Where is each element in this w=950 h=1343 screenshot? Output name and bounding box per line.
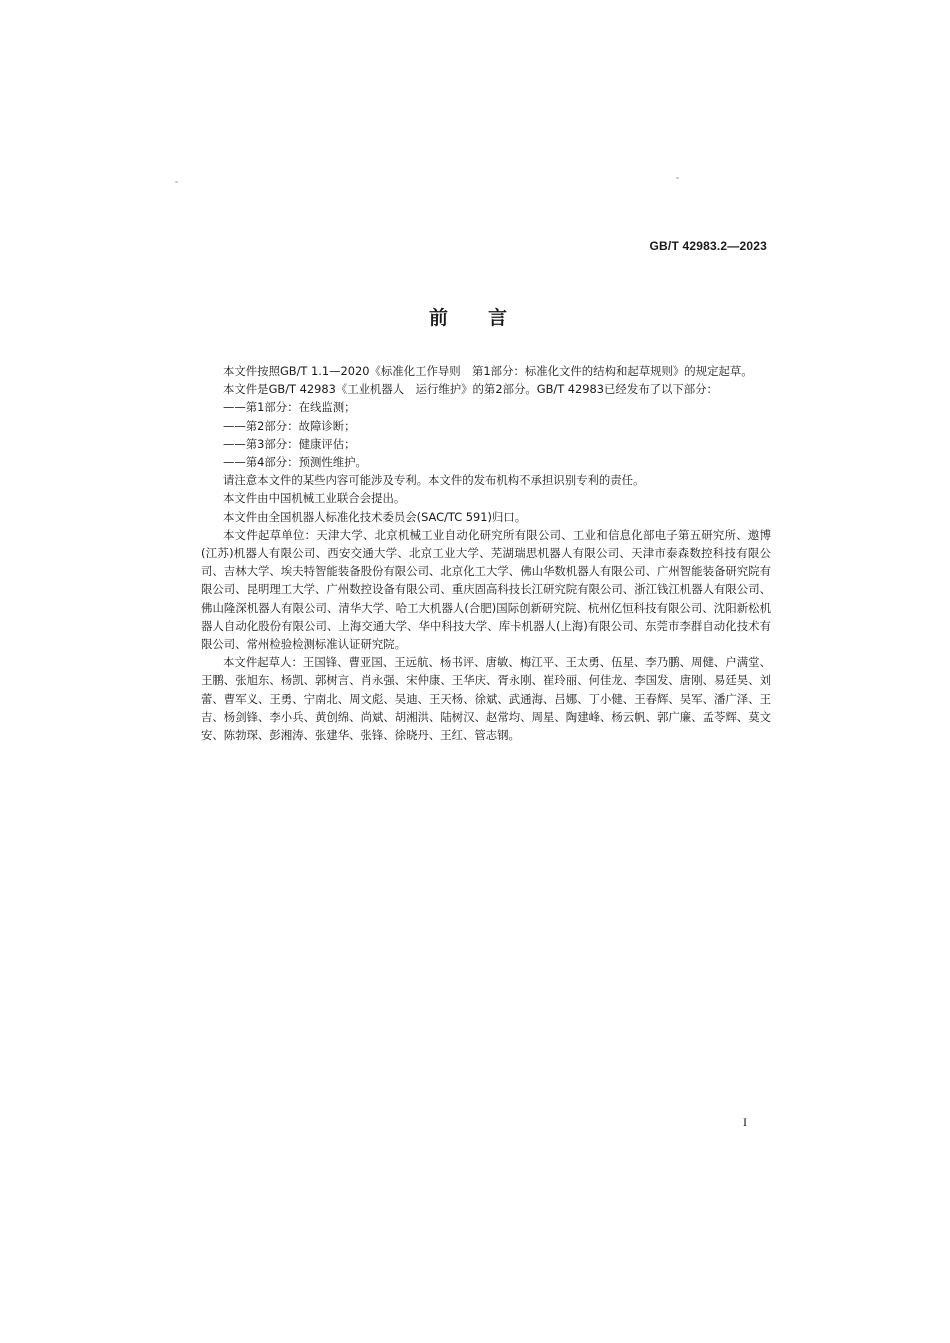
scan-artifact	[175, 181, 178, 183]
page-title: 前言	[428, 307, 547, 329]
scan-artifact	[676, 177, 679, 179]
paragraph-proposer: 本文件由中国机械工业联合会提出。	[223, 491, 406, 506]
foreword-body	[201, 362, 771, 744]
standard-code: GB/T 42983.2—2023	[649, 239, 767, 253]
list-item-part: ——第1部分：在线监测；	[223, 400, 356, 415]
paragraph-drafters: 本文件起草人：王国锋、曹亚国、王远航、杨书评、唐敏、梅江平、王太勇、伍星、李乃鹏、周健、户满堂、王鹏、张旭东、杨凯、郭树言、肖永强、宋仲康、王华庆、胥永刚、崔玲丽、何佳龙、李国发、唐刚、易廷昊、刘蕾、曹军义、王勇、宁南北、周文彪、吴迪、王天杨、徐斌、武通海、吕娜、丁小健、王春辉、吴军、潘广泽、王吉、杨剑锋、李小兵、黄创绵、尚斌、胡湘洪、陆树汉、赵常均、周星、陶建峰、杨云帆、郭广廉、孟苓辉、莫文安、陈勃琛、彭湘涛、张建华、张锋、徐晓丹、王红、管志钢。	[201, 655, 771, 743]
list-item-part: ——第4部分：预测性维护。	[223, 455, 367, 470]
paragraph-series-intro: 本文件是GB/T 42983《工业机器人 运行维护》的第2部分。GB/T 42983已经发布了以下部分：	[223, 382, 718, 397]
list-item-part: ——第2部分：故障诊断；	[223, 418, 356, 433]
list-item-part: ——第3部分：健康评估；	[223, 436, 356, 451]
paragraph-patent-notice: 请注意本文件的某些内容可能涉及专利。本文件的发布机构不承担识别专利的责任。	[223, 473, 645, 488]
paragraph-drafting-rules: 本文件按照GB/T 1.1—2020《标准化工作导则 第1部分：标准化文件的结构和起草规则》的规定起草。	[223, 364, 753, 378]
paragraph-drafting-units: 本文件起草单位：天津大学、北京机械工业自动化研究所有限公司、工业和信息化部电子第五研究所、遨博(江苏)机器人有限公司、西安交通大学、北京工业大学、芜湖瑞思机器人有限公司、天津市泰森数控科技有限公司、吉林大学、埃夫特智能装备股份有限公司、北京化工大学、佛山华数机器人有限公司、广州智能装备研究院有限公司、昆明理工大学、广州数控设备有限公司、重庆固高科技长江研究院有限公司、浙江钱江机器人有限公司、佛山隆深机器人有限公司、清华大学、哈工大机器人(合肥)国际创新研究院、杭州亿恒科技有限公司、沈阳新松机器人自动化股份有限公司、上海交通大学、华中科技大学、库卡机器人(上海)有限公司、东莞市李群自动化技术有限公司、常州检验检测标准认证研究院。	[201, 527, 771, 652]
paragraph-committee: 本文件由全国机器人标准化技术委员会(SAC/TC 591)归口。	[223, 509, 527, 524]
page-number: I	[743, 1115, 747, 1129]
